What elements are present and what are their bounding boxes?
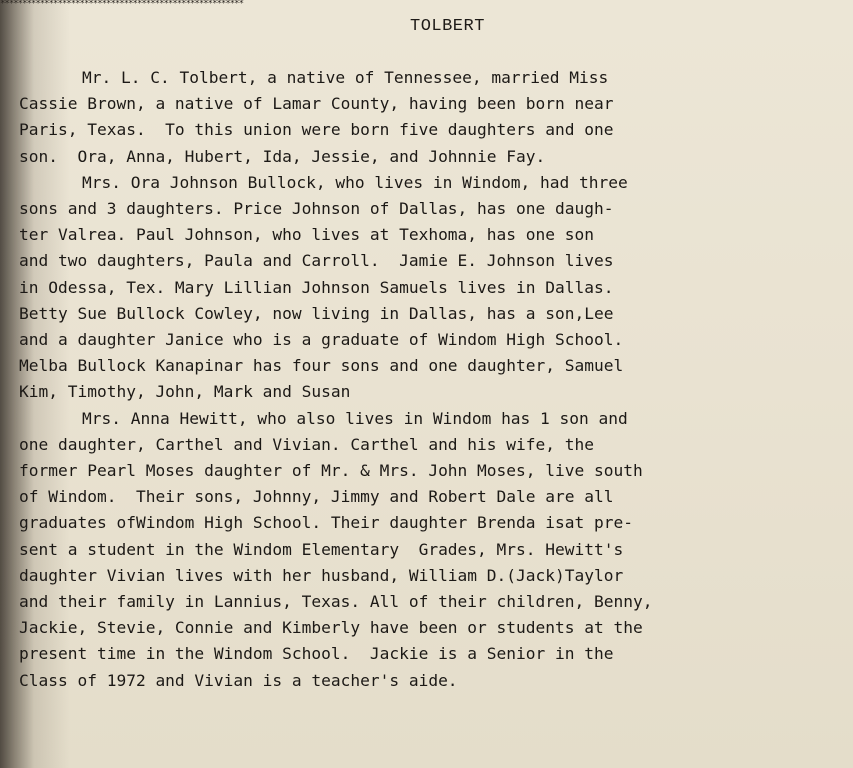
text-line: and two daughters, Paula and Carroll. Jamie E. Johnson lives: [19, 251, 614, 271]
header-star-border: *******************************************************: [0, 0, 244, 8]
text-line: Mr. L. C. Tolbert, a native of Tennessee, married Miss: [82, 68, 609, 87]
text-line: present time in the Windom School. Jackie is a Senior in the: [19, 644, 614, 664]
text-line: Mrs. Ora Johnson Bullock, who lives in Windom, had three: [82, 172, 628, 192]
text-line: of Windom. Their sons, Johnny, Jimmy and Robert Dale are all: [19, 487, 614, 507]
text-line: Class of 1972 and Vivian is a teacher's aide.: [19, 670, 458, 690]
text-line: Cassie Brown, a native of Lamar County, having been born near: [19, 94, 614, 114]
text-line: and their family in Lannius, Texas. All of their children, Benny,: [19, 592, 653, 611]
text-line: Melba Bullock Kanapinar has four sons and one daughter, Samuel: [19, 356, 624, 376]
text-line: graduates ofWindom High School. Their daughter Brenda isat pre-: [19, 513, 633, 533]
text-line: one daughter, Carthel and Vivian. Carthel and his wife, the: [19, 434, 594, 454]
text-line: Kim, Timothy, John, Mark and Susan: [19, 382, 351, 402]
text-line: former Pearl Moses daughter of Mr. & Mrs. John Moses, live south: [19, 461, 643, 480]
text-line: sons and 3 daughters. Price Johnson of Dallas, has one daugh-: [19, 199, 614, 218]
text-line: and a daughter Janice who is a graduate of Windom High School.: [19, 330, 624, 349]
text-line: in Odessa, Tex. Mary Lillian Johnson Samuels lives in Dallas.: [19, 277, 614, 297]
text-line: sent a student in the Windom Elementary Grades, Mrs. Hewitt's: [19, 539, 624, 559]
text-line: Mrs. Anna Hewitt, who also lives in Windom has 1 son and: [82, 408, 628, 428]
text-line: daughter Vivian lives with her husband, William D.(Jack)Taylor: [19, 565, 624, 585]
text-line: Betty Sue Bullock Cowley, now living in Dallas, has a son,Lee: [19, 303, 614, 323]
text-line: son. Ora, Anna, Hubert, Ida, Jessie, and Johnnie Fay.: [19, 146, 546, 166]
text-line: Paris, Texas. To this union were born five daughters and one: [19, 120, 614, 140]
text-line: ter Valrea. Paul Johnson, who lives at Texhoma, has one son: [19, 225, 594, 245]
page-title: TOLBERT: [410, 17, 485, 36]
text-line: Jackie, Stevie, Connie and Kimberly have been or students at the: [19, 618, 643, 638]
